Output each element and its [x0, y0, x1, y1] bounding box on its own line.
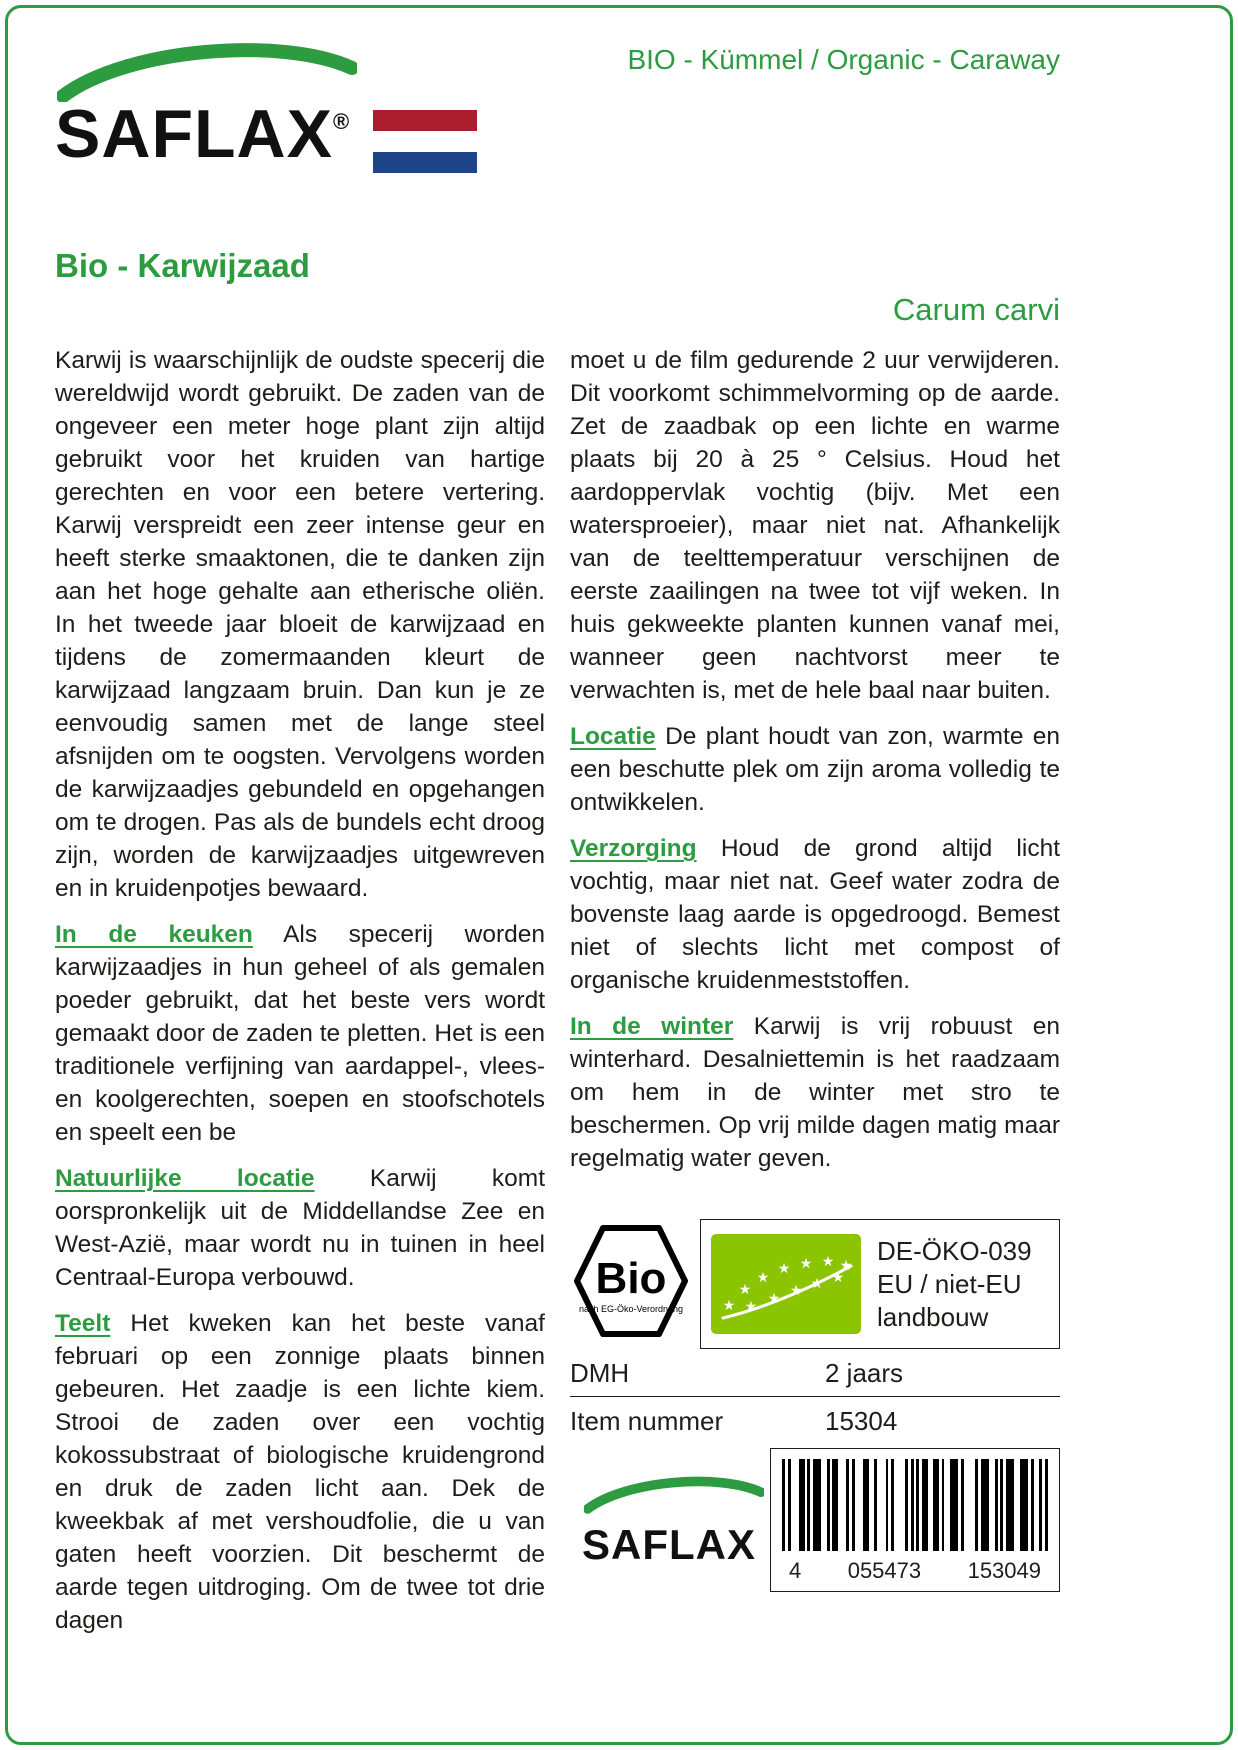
two-column-text	[55, 344, 1060, 1650]
svg-text:★: ★	[722, 1298, 736, 1315]
shelf-life-row	[570, 1349, 1060, 1397]
saflax-logo	[55, 36, 495, 196]
section-heading: Natuurlijke locatie	[55, 1165, 315, 1193]
flag-white-stripe	[373, 131, 477, 152]
text-section	[570, 1010, 1060, 1175]
right-column	[570, 344, 1060, 1650]
product-line: BIO - Kümmel / Organic - Caraway	[627, 44, 1060, 75]
footer-brand-wordmark: SAFLAX	[582, 1521, 756, 1569]
section-heading: In de winter	[570, 1013, 734, 1041]
brand-name: SAFLAX	[55, 96, 333, 172]
text-section	[570, 720, 1060, 819]
barcode-bars	[782, 1459, 1048, 1551]
barcode-digit-group: 153049	[967, 1558, 1041, 1584]
saflax-footer-logo	[570, 1450, 758, 1592]
section-heading: Locatie	[570, 723, 656, 751]
svg-text:★: ★	[799, 1256, 813, 1273]
svg-text:★: ★	[831, 1270, 845, 1287]
shelf-life-label: DMH	[570, 1358, 630, 1389]
section-text: Als specerij worden karwijzaadjes in hun geheel of als gemalen poeder gebruikt, dat het beste vers wordt gemaakt door de zaden te pletten. Het is een traditionele verfijning van aardappel-, vlees- en koolgerechten, soepen en stoofschotels en speelt een be	[55, 921, 545, 1147]
item-number-value: 15304	[825, 1406, 898, 1437]
text-section	[55, 1162, 545, 1294]
text-section	[55, 918, 545, 1149]
eu-organic-leaf-logo-icon	[711, 1234, 861, 1334]
eco-code: DE-ÖKO-039	[877, 1235, 1032, 1266]
text-section	[55, 1307, 545, 1637]
section-heading: Teelt	[55, 1310, 111, 1338]
flag-red-stripe	[373, 110, 477, 131]
svg-text:★: ★	[839, 1258, 853, 1275]
section-heading: Verzorging	[570, 835, 697, 863]
certification-area	[570, 1219, 1060, 1592]
section-text: Karwij komt oorspronkelijk uit de Middellandse Zee en West-Azië, maar wordt nu in tuinen in heel Centraal-Europa verbouwd.	[55, 1165, 546, 1292]
organic-logos-row	[570, 1219, 1060, 1349]
label-content	[55, 36, 1060, 1650]
footer-logo-arc-swoosh-icon	[584, 1474, 764, 1514]
text-section	[570, 344, 1060, 707]
svg-text:★: ★	[789, 1283, 803, 1300]
section-text: Houd de grond altijd licht vochtig, maar niet nat. Geef water zodra de bovenste laag aarde is opgedroogd. Bemest niet of slechts licht met compost of organische kruidenmeststoffen.	[570, 835, 1061, 995]
brand-wordmark	[55, 96, 351, 172]
svg-text:★: ★	[767, 1291, 781, 1308]
item-number-row	[570, 1397, 1060, 1444]
text-section	[570, 832, 1060, 997]
left-column	[55, 344, 545, 1650]
svg-text:★: ★	[738, 1282, 752, 1299]
section-text: moet u de film gedurende 2 uur verwijderen. Dit voorkomt schimmelvorming op de aarde. Zet de zaadbak op een lichte en warme plaats bij 20 à 25 ° Celsius. Houd het aardoppervlak vochtig (bijv. Met een watersproeier), maar niet nat. Afhankelijk van de teelttemperatuur verschijnen de eerste zaailingen na twee tot vijf weken. In huis gekweekte planten kunnen vanaf mei, wanneer geen nachtvorst meer te verwachten is, met de hele baal naar buiten.	[570, 347, 1060, 705]
svg-text:★: ★	[810, 1276, 824, 1293]
logo-arc-swoosh-icon	[57, 40, 357, 102]
section-text: Karwij is vrij robuust en winterhard. Desalniettemin is het raadzaam om hem in de winter met stro te beschermen. Op vrij milde dagen matig maar regelmatig water geven.	[570, 1013, 1060, 1173]
svg-text:★: ★	[744, 1299, 758, 1316]
section-text: Het kweken kan het beste vanaf februari op een zonnige plaats binnen gebeuren. Het zaadje is een lichte kiem. Strooi de zaden over een vochtig kokossubstraat of biologische kruidengrond en druk de zaden licht aan. Dek de kweekbak af met vershoudfolie, die u van gaten heeft voorzien. Dit beschermt de aarde tegen uitdroging. Om de twee tot drie dagen	[55, 1310, 545, 1635]
eco-origin-line2: landbouw	[877, 1301, 989, 1332]
svg-text:★: ★	[777, 1261, 791, 1278]
eu-organic-box	[700, 1219, 1060, 1349]
page-title: Bio - Karwijzaad	[55, 247, 310, 284]
bio-seal-logo-icon	[570, 1219, 700, 1349]
eco-origin-line1: EU / niet-EU	[877, 1268, 1022, 1299]
flag-blue-stripe	[373, 152, 477, 173]
barcode	[770, 1448, 1060, 1592]
item-number-label: Item nummer	[570, 1406, 724, 1437]
barcode-digit-group: 055473	[847, 1558, 922, 1584]
section-text: Karwij is waarschijnlijk de oudste specerij die wereldwijd wordt gebruikt. De zaden van de ongeveer een meter hoge plant zijn altijd gebruikt voor het kruiden van hartige gerechten en voor een betere vertering. Karwij verspreidt een zeer intense geur en heeft sterke smaaktonen, die te danken zijn aan het hoge gehalte aan etherische oliën. In het tweede jaar bloeit de karwijzaad en tijdens de zomermaanden kleurt de karwijzaad langzaam bruin. Dan kun je ze eenvoudig samen met de lange steel afsnijden om te oogsten. Vervolgens worden de karwijzaadjes gebundeld en opgehangen om te drogen. Pas als de bundels echt droog zijn, worden de karwijzaadjes uitgewreven en in kruidenpotjes bewaard.	[55, 347, 545, 903]
latin-name: Carum carvi	[892, 292, 1060, 328]
shelf-life-value: 2 jaars	[825, 1358, 904, 1389]
text-section	[55, 344, 545, 905]
svg-text:★: ★	[821, 1254, 835, 1271]
registered-mark: ®	[333, 109, 351, 134]
header	[55, 36, 1060, 238]
brand-and-barcode-row	[570, 1448, 1060, 1592]
eco-certification-text	[877, 1235, 1032, 1334]
bio-seal-subtext: nach EG-Öko-Verordnung	[578, 1304, 684, 1315]
svg-text:★: ★	[756, 1270, 770, 1287]
barcode-digit-group: 4	[789, 1558, 802, 1584]
section-text: De plant houdt van zon, warmte en een beschutte plek om zijn aroma volledig te ontwikkelen.	[570, 723, 1060, 817]
section-heading: In de keuken	[55, 921, 253, 949]
bio-seal-text: Bio	[595, 1254, 667, 1304]
barcode-numbers	[779, 1551, 1051, 1587]
netherlands-flag-icon	[373, 110, 477, 173]
